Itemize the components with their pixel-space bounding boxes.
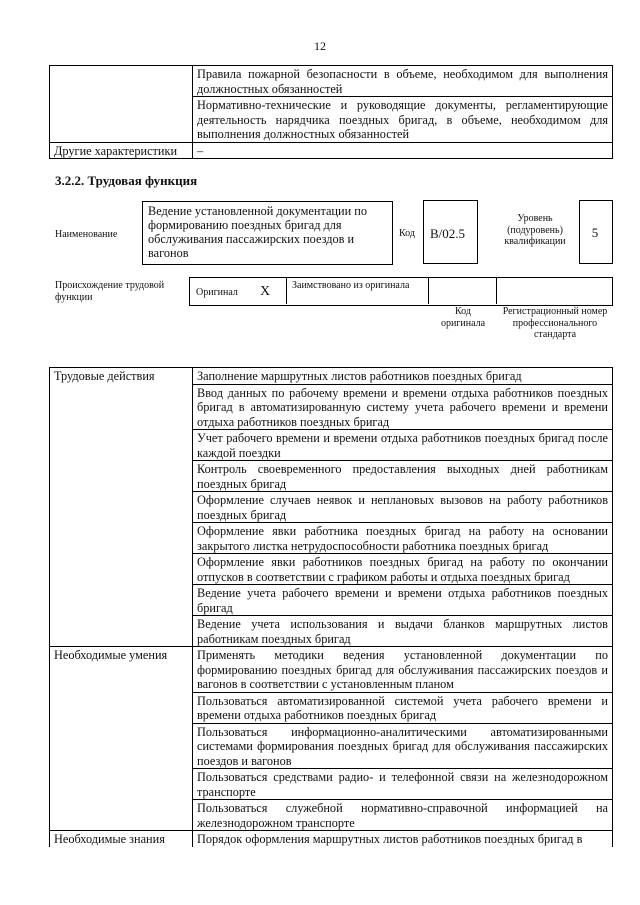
labor-row — [50, 692, 613, 723]
level-label: Уровень (подуровень) квалификации — [504, 213, 566, 247]
row-value: Пользоваться служебной нормативно-справочной информацией на железнодорожном транспорте — [193, 800, 613, 831]
labor-row — [50, 368, 613, 385]
labor-row — [50, 585, 613, 616]
requirements-table-continued — [49, 65, 613, 159]
labor-row — [50, 831, 613, 847]
row-label — [50, 523, 193, 554]
row-value: Пользоваться автоматизированной системой учета рабочего времени и времени отдыха работников поездных бригад — [193, 692, 613, 723]
labor-row — [50, 554, 613, 585]
row-label — [50, 430, 193, 461]
name-label: Наименование — [55, 229, 118, 240]
requirement-row — [50, 66, 613, 97]
labor-row — [50, 800, 613, 831]
row-value: Контроль своевременного предоставления выходных дней работникам поездных бригад — [193, 461, 613, 492]
row-label — [50, 585, 193, 616]
requirement-row — [50, 142, 613, 159]
row-value: Ведение учета рабочего времени и времени отдыха работников поездных бригад — [193, 585, 613, 616]
labor-row — [50, 616, 613, 647]
labor-function-table — [49, 367, 613, 847]
row-value: Учет рабочего времени и времени отдыха работников поездных бригад после каждой поездки — [193, 430, 613, 461]
row-label — [50, 66, 193, 97]
row-label: Трудовые действия — [50, 368, 193, 385]
row-label — [50, 492, 193, 523]
row-value: Оформление явки работника поездных бригад на работу на основании закрытого листка нетрудоспособности работника поездных бригад — [193, 523, 613, 554]
borrowed-label: Заимствовано из оригинала — [292, 280, 410, 291]
labor-row — [50, 492, 613, 523]
labor-row — [50, 430, 613, 461]
labor-row — [50, 461, 613, 492]
row-label — [50, 723, 193, 769]
row-label — [50, 800, 193, 831]
code-value: В/02.5 — [430, 226, 466, 241]
row-value: Нормативно-технические и руководящие документы, регламентирующие деятельность нарядчика поездных бригад, в объеме, необходимом для выполнения должностных обязанностей — [193, 97, 613, 143]
page-number: 12 — [314, 39, 326, 53]
row-label — [50, 384, 193, 430]
code-caption: Код оригинала — [440, 306, 486, 329]
row-value: Оформление случаев неявок и неплановых вызовов на работу работников поездных бригад — [193, 492, 613, 523]
requirement-row — [50, 97, 613, 143]
original-label: Оригинал — [196, 287, 238, 298]
row-value: Порядок оформления маршрутных листов работников поездных бригад в — [193, 831, 613, 847]
row-value: – — [193, 142, 613, 159]
row-value: Ведение учета использования и выдачи бланков маршрутных листов работникам поездных бригад — [193, 616, 613, 647]
labor-row — [50, 523, 613, 554]
reg-caption: Регистрационный номер профессионального стандарта — [502, 306, 608, 340]
labor-row — [50, 723, 613, 769]
labor-row — [50, 384, 613, 430]
code-label: Код — [399, 228, 415, 239]
row-label — [50, 554, 193, 585]
row-label — [50, 769, 193, 800]
section-title: 3.2.2. Трудовая функция — [55, 173, 198, 188]
labor-row — [50, 769, 613, 800]
row-value: Правила пожарной безопасности в объеме, необходимом для выполнения должностных обязанностей — [193, 66, 613, 97]
row-label — [50, 616, 193, 647]
row-label: Необходимые знания — [50, 831, 193, 847]
row-label: Другие характеристики — [50, 142, 193, 159]
function-name-value: Ведение установленной документации по формированию поездных бригад для обслуживания пассажирских поездов и вагонов — [148, 204, 367, 260]
row-label: Необходимые умения — [50, 647, 193, 693]
row-value: Пользоваться средствами радио- и телефонной связи на железнодорожном транспорте — [193, 769, 613, 800]
row-label — [50, 97, 193, 143]
row-value: Применять методики ведения установленной документации по формированию поездных бригад для обслуживания пассажирских поездов и вагонов в соответствии с установленным планом — [193, 647, 613, 693]
origin-label: Происхождение трудовой функции — [55, 280, 165, 303]
labor-row — [50, 647, 613, 693]
level-value: 5 — [591, 225, 599, 240]
row-value: Заполнение маршрутных листов работников поездных бригад — [193, 368, 613, 385]
row-value: Пользоваться информационно-аналитическими автоматизированными системами формирования поездных бригад для обслуживания пассажирских поездов и вагонов — [193, 723, 613, 769]
original-mark: X — [260, 284, 271, 299]
row-label — [50, 461, 193, 492]
row-value: Ввод данных по рабочему времени и времени отдыха работников поездных бригад в автоматизированную систему учета рабочего времени и времени отдыха работников поездных бригад — [193, 384, 613, 430]
row-label — [50, 692, 193, 723]
row-value: Оформление явки работников поездных бригад на работу по окончании отпусков в соответствии с графиком работы и отдыха поездных бригад — [193, 554, 613, 585]
